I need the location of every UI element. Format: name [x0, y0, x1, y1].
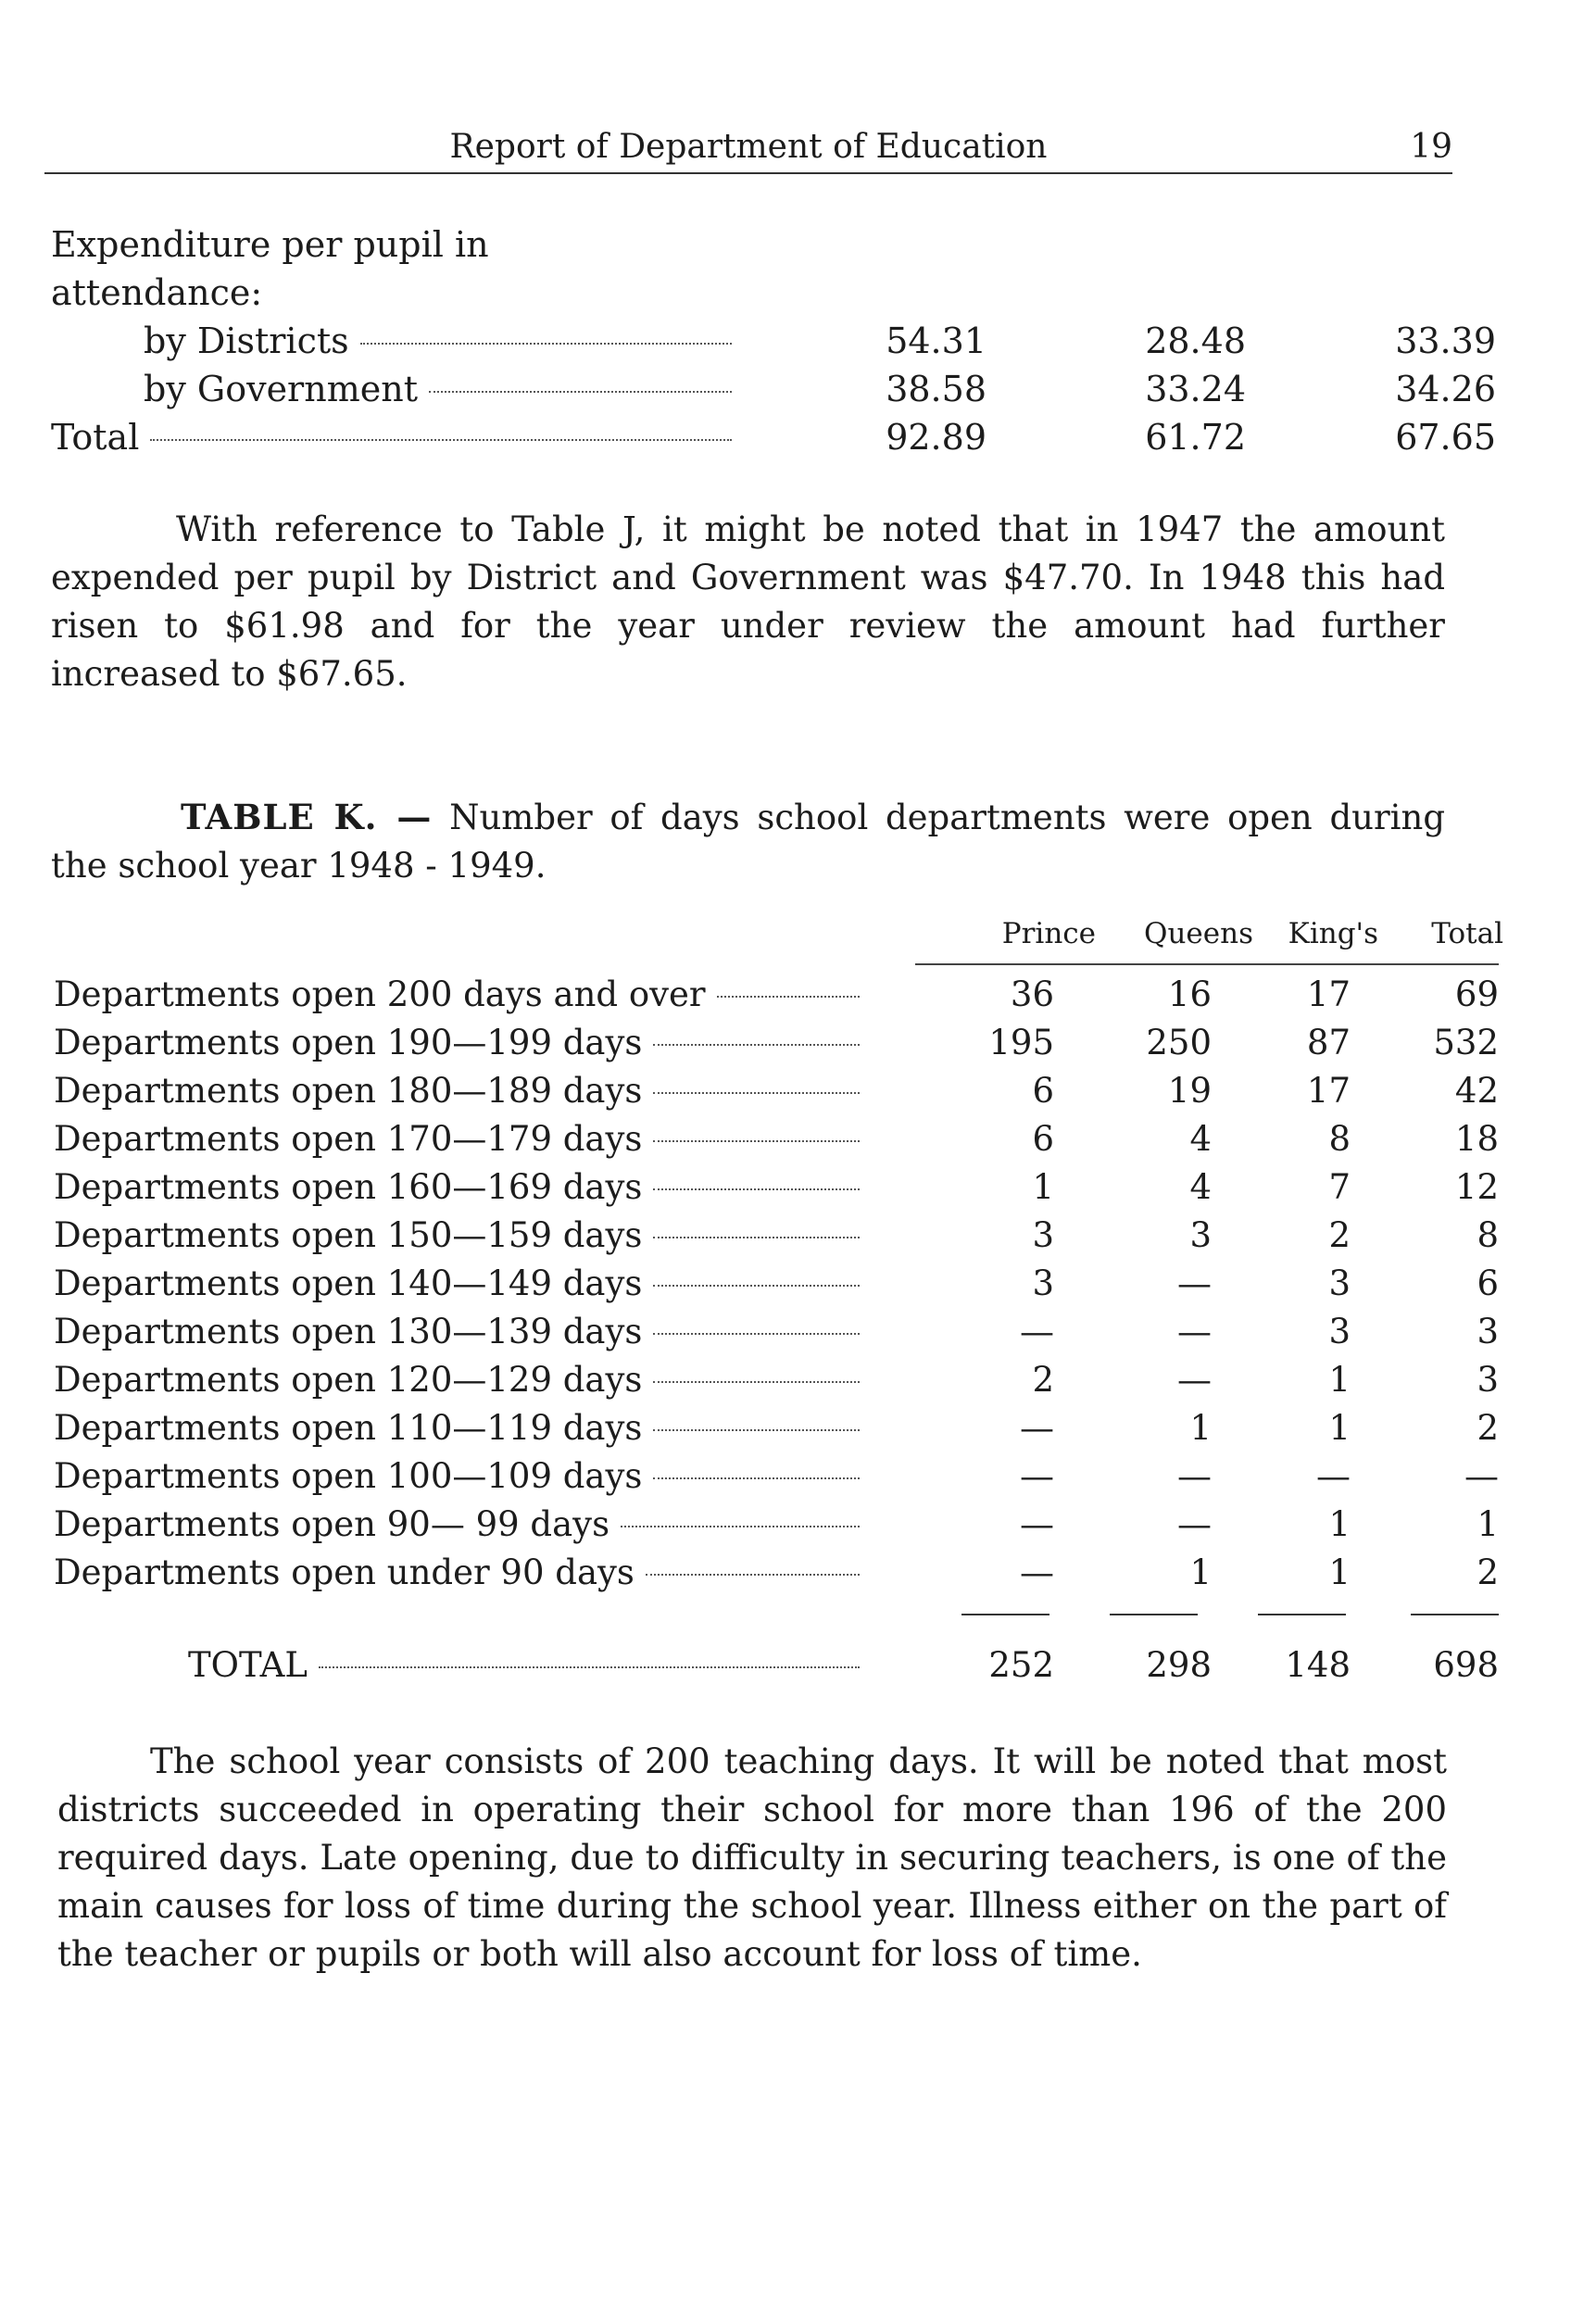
table-cell: 36 [1010, 974, 1054, 1014]
table-cell: — [1177, 1263, 1212, 1303]
leader-dots [653, 1477, 860, 1479]
table-cell: 250 [1146, 1023, 1212, 1062]
table-row [54, 1260, 1499, 1308]
table-cell: 3 [1032, 1263, 1054, 1303]
value-cell: 54.31 [886, 320, 987, 361]
row-label: Departments open 190—199 days [54, 1023, 643, 1062]
table-cell: — [1020, 1504, 1054, 1544]
header-title: Report of Department of Education [449, 128, 1048, 166]
page-number: 19 [1410, 128, 1452, 166]
expenditure-heading-line1: Expenditure per pupil in [51, 224, 489, 265]
table-cell: 4 [1189, 1119, 1212, 1159]
table-k-label: TABLE K. — [181, 797, 433, 837]
value-cell: 34.26 [1395, 369, 1496, 409]
expenditure-table [51, 220, 1496, 461]
leader-dots [717, 996, 860, 998]
table-row [54, 1067, 1499, 1115]
value-cell: 92.89 [886, 417, 987, 458]
paragraph-school-year: The school year consists of 200 teaching days. It will be noted that most districts succeeded in operating their school for more than 196 of the 200 required days. Late opening, due to difficulty in securing teachers, is one of the main causes for loss of time during the school year. Illness either on the part of the teacher or pupils or both will also account for loss of time. [57, 1741, 1447, 1974]
table-row [54, 1501, 1499, 1549]
leader-dots [150, 439, 732, 441]
table-cell: 12 [1454, 1167, 1499, 1207]
leader-dots [621, 1526, 860, 1527]
table-cell: 4 [1189, 1167, 1212, 1207]
value-cell: 38.58 [886, 369, 987, 409]
leader-dots [653, 1429, 860, 1431]
row-label: Departments open 100—109 days [54, 1456, 643, 1496]
table-cell: 19 [1167, 1071, 1212, 1111]
table-cell: 1 [1328, 1408, 1351, 1448]
table-cell: 8 [1477, 1215, 1499, 1255]
row-label: Departments open 120—129 days [54, 1360, 643, 1400]
row-label: Departments open under 90 days [54, 1552, 635, 1592]
table-cell: 6 [1032, 1119, 1054, 1159]
table-cell: 17 [1306, 974, 1351, 1014]
table-row [54, 971, 1499, 1019]
rule-line [1411, 1614, 1499, 1615]
total-cell-total: 698 [1433, 1645, 1499, 1685]
leader-dots [653, 1188, 860, 1190]
row-label: Departments open 170—179 days [54, 1119, 643, 1159]
row-label: by Government [144, 369, 418, 409]
value-cell: 33.39 [1395, 320, 1496, 361]
total-cell-prince: 252 [988, 1645, 1054, 1685]
table-k-body [54, 971, 1499, 1597]
table-cell: 1 [1189, 1408, 1212, 1448]
table-cell: — [1177, 1456, 1212, 1496]
leader-dots [653, 1237, 860, 1238]
leader-dots [653, 1092, 860, 1094]
table-row [54, 1019, 1499, 1067]
total-cell-queens: 298 [1146, 1645, 1212, 1685]
table-cell: 1 [1328, 1504, 1351, 1544]
paragraph-table-j-note: With reference to Table J, it might be noted that in 1947 the amount expended per pupil by District and Government was $47.70. In 1948 this had risen to $61.98 and for the year under review the amount had further increased to $67.65. [51, 509, 1445, 694]
table-cell: 195 [988, 1023, 1054, 1062]
table-cell: — [1316, 1456, 1351, 1496]
table-cell: — [1020, 1408, 1054, 1448]
table-cell: 87 [1306, 1023, 1351, 1062]
table-cell: 3 [1477, 1360, 1499, 1400]
leader-dots [429, 391, 732, 393]
table-cell: 3 [1328, 1263, 1351, 1303]
expenditure-row-total [51, 413, 1496, 461]
expenditure-row-government [51, 365, 1496, 413]
row-label: Departments open 90— 99 days [54, 1504, 610, 1544]
row-label: Departments open 200 days and over [54, 974, 706, 1014]
total-cell-kings: 148 [1285, 1645, 1351, 1685]
column-header-queens: Queens [1144, 917, 1253, 950]
leader-dots [319, 1666, 860, 1668]
table-k [54, 910, 1503, 1693]
leader-dots [653, 1285, 860, 1287]
row-label: Departments open 150—159 days [54, 1215, 643, 1255]
table-cell: 6 [1477, 1263, 1499, 1303]
table-row [54, 1115, 1499, 1163]
table-cell: 18 [1454, 1119, 1499, 1159]
column-header-prince: Prince [1001, 917, 1096, 950]
running-header [44, 128, 1452, 174]
leader-dots [360, 343, 732, 345]
value-cell: 33.24 [1145, 369, 1246, 409]
table-k-caption-text: Number of days school departments were open during the school year 1948 - 1949. [51, 798, 1445, 886]
table-row [54, 1308, 1499, 1356]
row-label: Departments open 140—149 days [54, 1263, 643, 1303]
table-cell: 42 [1454, 1071, 1499, 1111]
header-rule [915, 963, 1499, 965]
column-header-kings: King's [1288, 917, 1378, 950]
rule-line [1258, 1614, 1346, 1615]
table-cell: — [1020, 1312, 1054, 1351]
column-header-total: Total [1431, 917, 1503, 950]
leader-dots [653, 1333, 860, 1335]
table-cell: 1 [1032, 1167, 1054, 1207]
table-cell: 3 [1328, 1312, 1351, 1351]
rule-line [1110, 1614, 1198, 1615]
table-cell: 532 [1433, 1023, 1499, 1062]
table-k-total-row [54, 1641, 1499, 1693]
row-label: Departments open 130—139 days [54, 1312, 643, 1351]
table-cell: 3 [1477, 1312, 1499, 1351]
table-cell: 1 [1328, 1360, 1351, 1400]
table-k-caption [51, 793, 1445, 890]
table-cell: 2 [1477, 1408, 1499, 1448]
leader-dots [653, 1044, 860, 1046]
row-label: Total [51, 417, 140, 458]
table-cell: 6 [1032, 1071, 1054, 1111]
table-cell: — [1464, 1456, 1499, 1496]
value-cell: 61.72 [1145, 417, 1246, 458]
table-k-column-headers [54, 910, 1503, 963]
table-row [54, 1163, 1499, 1212]
table-row [54, 1212, 1499, 1260]
leader-dots [653, 1381, 860, 1383]
table-cell: 2 [1477, 1552, 1499, 1592]
expenditure-row-districts [51, 317, 1496, 365]
table-cell: 69 [1454, 974, 1499, 1014]
table-row [54, 1549, 1499, 1597]
leader-dots [646, 1574, 860, 1576]
table-cell: 7 [1328, 1167, 1351, 1207]
table-cell: 1 [1189, 1552, 1212, 1592]
row-label: Departments open 160—169 days [54, 1167, 643, 1207]
total-label: TOTAL [188, 1645, 308, 1685]
rule-line [961, 1614, 1049, 1615]
table-cell: — [1020, 1552, 1054, 1592]
table-cell: — [1020, 1456, 1054, 1496]
row-label: Departments open 110—119 days [54, 1408, 643, 1448]
value-cell: 67.65 [1395, 417, 1496, 458]
table-row [54, 1356, 1499, 1404]
table-cell: 3 [1032, 1215, 1054, 1255]
table-cell: — [1177, 1504, 1212, 1544]
table-cell: — [1177, 1312, 1212, 1351]
table-cell: 2 [1328, 1215, 1351, 1255]
expenditure-heading-line2: attendance: [51, 272, 263, 313]
table-cell: 1 [1328, 1552, 1351, 1592]
table-cell: 16 [1167, 974, 1212, 1014]
row-label: by Districts [144, 320, 349, 361]
table-cell: 17 [1306, 1071, 1351, 1111]
table-cell: 8 [1328, 1119, 1351, 1159]
table-cell: — [1177, 1360, 1212, 1400]
table-row [54, 1404, 1499, 1452]
table-row [54, 1452, 1499, 1501]
table-cell: 1 [1477, 1504, 1499, 1544]
value-cell: 28.48 [1145, 320, 1246, 361]
total-rules [54, 1614, 1462, 1641]
table-cell: 2 [1032, 1360, 1054, 1400]
leader-dots [653, 1140, 860, 1142]
table-cell: 3 [1189, 1215, 1212, 1255]
row-label: Departments open 180—189 days [54, 1071, 643, 1111]
